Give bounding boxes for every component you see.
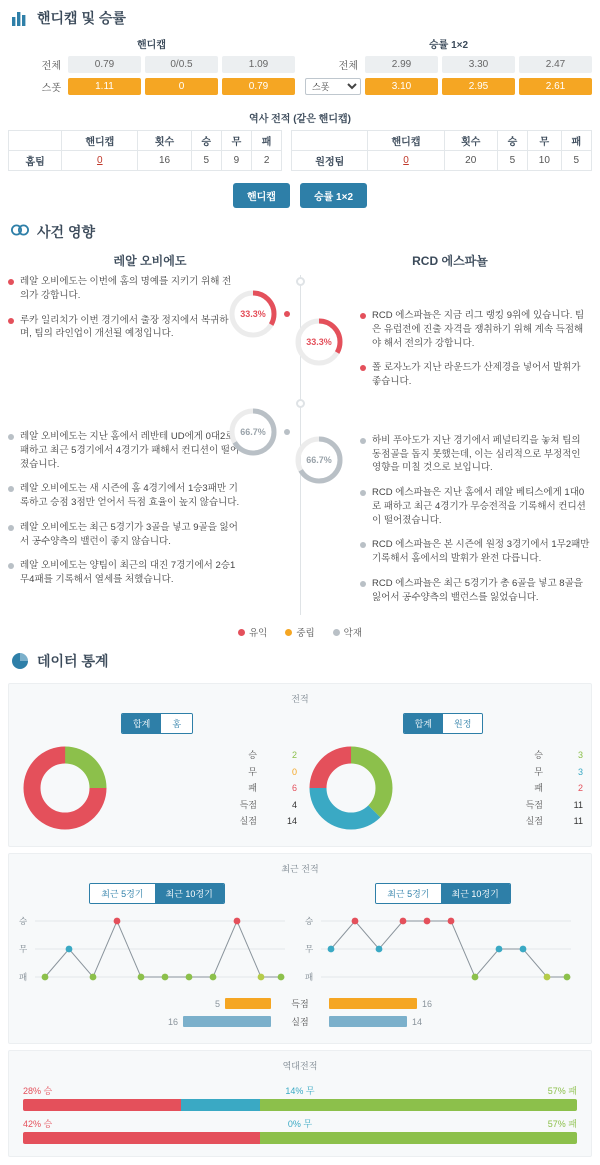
ring-home-negative <box>226 405 280 462</box>
odds-cell[interactable]: 0 <box>145 78 218 95</box>
list-item: 폴 로자노가 지난 라운드가 산제경을 넣어서 발휘가 좋습니다. <box>360 361 592 389</box>
record-away-box <box>303 713 583 836</box>
legend-dot <box>285 629 292 636</box>
list-item: 루카 일리치가 이번 경기에서 출장 정지에서 복귀하며, 팀의 라인업이 개선될 예정입니다. <box>8 314 240 342</box>
svg-text:무: 무 <box>19 944 28 955</box>
legend-dot <box>238 629 245 636</box>
event-away-top-list <box>360 309 592 389</box>
bar-right <box>329 1016 407 1027</box>
tab-home[interactable]: 홈 <box>161 714 192 733</box>
tab-last10[interactable]: 최근 10경기 <box>441 884 510 903</box>
history-title: 역사 전적 (같은 핸디캡) <box>249 114 351 125</box>
ring-label: 33.3% <box>306 337 332 347</box>
th-draw: 무 <box>221 131 251 151</box>
odds-cell[interactable]: 0.79 <box>222 78 295 95</box>
ring-away-negative <box>292 433 346 490</box>
event-right-column <box>360 275 592 615</box>
th-loss-2: 패 <box>561 131 591 151</box>
th-win-2: 승 <box>497 131 527 151</box>
kv-value: 11 <box>573 799 583 810</box>
compare-label: 실점 <box>291 1017 309 1028</box>
panel-title: 역대전적 <box>282 1061 318 1072</box>
list-item: 레알 오비에도는 새 시즌에 홈 4경기에서 1승3패만 기록하고 승점 3점만 얻어서 득점 효율이 높지 않습니다. <box>8 482 240 510</box>
ring-label: 66.7% <box>306 455 332 465</box>
bar-loss <box>260 1099 577 1111</box>
compare-label: 득점 <box>291 999 309 1010</box>
record-home-values <box>119 747 297 830</box>
legend-dot <box>333 629 340 636</box>
handicap-column <box>8 34 295 100</box>
cell-count-2: 20 <box>444 151 497 171</box>
cell-count: 16 <box>138 151 191 171</box>
kv-value: 4 <box>291 799 297 810</box>
list-item: 하비 푸아도가 지난 경기에서 페널티킥을 놓쳐 팀의 동점골을 돕지 못했는데, 이는 심리적으로 부정적인 영향을 미칠 것으로 보입니다. <box>360 434 592 475</box>
kv-value: 2 <box>291 749 297 760</box>
list-item: RCD 에스파뇰은 지금 리그 랭킹 9위에 있습니다. 팀은 유럽전에 진출 자격을 쟁취하기 위해 계속 득점해야 해서 전의가 강합니다. <box>360 309 592 350</box>
event-away-team: RCD 에스파뇰 <box>412 254 488 268</box>
record-home-box <box>17 713 297 836</box>
event-home-bottom-list <box>8 430 240 587</box>
th-handicap: 핸디캡 <box>62 131 138 151</box>
form-home-box <box>17 883 297 991</box>
odds-col-title: 승률 1×2 <box>428 40 469 51</box>
donut-chart-away <box>303 740 399 836</box>
cell-win-2: 5 <box>497 151 527 171</box>
bar-left <box>225 998 271 1009</box>
odds-cell[interactable]: 0/0.5 <box>145 56 218 73</box>
tab-last5[interactable]: 최근 5경기 <box>90 884 154 903</box>
form-away-box <box>303 883 583 991</box>
panel-title: 최근 전적 <box>281 864 319 875</box>
ring-label: 66.7% <box>240 427 266 437</box>
compare-left <box>81 998 271 1009</box>
kv-value: 11 <box>573 816 583 827</box>
tab-last5[interactable]: 최근 5경기 <box>376 884 440 903</box>
ring-home-positive <box>226 287 280 344</box>
section-title-stats: 데이터 통계 <box>37 653 109 670</box>
compare-row-conceded <box>17 1015 583 1028</box>
event-away-bottom-list <box>360 434 592 605</box>
list-item: 레알 오비에도는 최근 5경기가 3골을 넣고 9골을 잃어서 공수양측의 밸런이 좋지 않습니다. <box>8 521 240 549</box>
row-label: 스폿 <box>41 83 61 94</box>
legend-item-negative <box>333 625 362 639</box>
row-label: 전체 <box>338 61 358 72</box>
svg-text:패: 패 <box>19 972 28 983</box>
odds-cell[interactable]: 1.09 <box>222 56 295 73</box>
draw-label: 14% 무 <box>285 1086 315 1097</box>
event-team-headers <box>0 248 600 269</box>
bar-loss <box>260 1132 577 1144</box>
th-blank <box>9 131 62 151</box>
legend-item-neutral <box>285 625 314 639</box>
th-draw-2: 무 <box>528 131 562 151</box>
compare-right <box>329 1016 519 1027</box>
compare-right <box>329 998 519 1009</box>
draw-label: 0% 무 <box>287 1119 313 1130</box>
kv-value: 14 <box>286 816 297 827</box>
section-title-events: 사건 영향 <box>37 224 95 240</box>
table-header-row <box>9 131 592 151</box>
panel-record <box>8 683 592 847</box>
spot-select[interactable] <box>305 78 361 95</box>
event-legend <box>0 615 600 643</box>
odds-cell[interactable]: 2.99 <box>365 56 438 73</box>
svg-text:무: 무 <box>305 944 314 955</box>
odds-cell[interactable]: 2.61 <box>519 78 592 95</box>
event-body <box>0 269 600 615</box>
tab-away[interactable]: 원정 <box>443 714 482 733</box>
h2h-row-1 <box>17 1080 583 1113</box>
list-item: 레알 오비에도는 지난 홈에서 레반테 UD에게 0대2로 패하고 최근 5경기에서 4경기가 패해서 컨디션이 떨어졌습니다. <box>8 430 240 471</box>
panel-recent-form <box>8 853 592 1044</box>
section-header-events <box>0 214 600 248</box>
button-row <box>8 171 592 214</box>
th-handicap-2: 핸디캡 <box>368 131 444 151</box>
panel-title: 전적 <box>291 694 309 705</box>
history-table <box>8 130 592 171</box>
handicap-col-title: 핸디캡 <box>137 40 166 51</box>
toggle-away[interactable] <box>403 713 484 734</box>
value-left: 5 <box>214 998 220 1009</box>
odds-cell[interactable]: 2.47 <box>519 56 592 73</box>
odds-cell[interactable]: 0.79 <box>68 56 141 73</box>
bar-win <box>23 1099 181 1111</box>
kv-label: 패 <box>248 783 257 794</box>
h2h-row-2 <box>17 1113 583 1146</box>
win-label: 42% 승 <box>23 1119 53 1130</box>
value-left: 16 <box>167 1016 178 1027</box>
svg-text:승: 승 <box>19 916 28 927</box>
cell-draw-2: 10 <box>528 151 562 171</box>
cell-handicap[interactable]: 0 <box>62 151 138 171</box>
section-header-stats <box>0 643 600 677</box>
tab-total[interactable]: 합계 <box>404 714 443 733</box>
event-icon <box>10 222 30 242</box>
odds-cell[interactable]: 2.95 <box>442 78 515 95</box>
th-count: 횟수 <box>138 131 191 151</box>
list-item: RCD 에스파뇰은 최근 5경기가 총 6골을 넣고 8골을 잃어서 공수양측의 밸런스를 잃었습니다. <box>360 577 592 605</box>
svg-text:패: 패 <box>305 972 314 983</box>
kv-label: 실점 <box>525 816 543 827</box>
loss-label: 57% 패 <box>547 1086 577 1097</box>
kv-value: 0 <box>291 766 297 777</box>
bar-draw <box>181 1099 260 1111</box>
toggle-home[interactable] <box>121 713 193 734</box>
panel-head-to-head <box>8 1050 592 1157</box>
odds-cell[interactable]: 3.10 <box>365 78 438 95</box>
kv-label: 패 <box>534 783 543 794</box>
event-left-column <box>8 275 240 615</box>
cell-loss-2: 5 <box>561 151 591 171</box>
stacked-bar <box>23 1099 577 1111</box>
bar-chart-icon <box>10 8 30 28</box>
th-win: 승 <box>191 131 221 151</box>
legend-label: 악재 <box>343 628 363 640</box>
handicap-row-total <box>8 56 295 73</box>
line-chart-home <box>17 910 289 988</box>
kv-label: 승 <box>534 749 543 760</box>
odds-row-spot <box>305 78 592 95</box>
cell-away-team: 원정팀 <box>292 151 368 171</box>
cell-home-team: 홈팀 <box>9 151 62 171</box>
event-home-team: 레알 오비에도 <box>113 254 187 268</box>
compare-row-scored <box>17 997 583 1010</box>
toggle-form-away[interactable] <box>375 883 511 904</box>
odds-row-total <box>305 56 592 73</box>
legend-item-positive <box>238 625 267 639</box>
toggle-form-home[interactable] <box>89 883 225 904</box>
connector-dot <box>284 429 290 435</box>
spacer <box>282 131 292 151</box>
connector-dot <box>284 311 290 317</box>
ring-away-positive <box>292 315 346 372</box>
loss-label: 57% 패 <box>547 1119 577 1130</box>
event-home-top-list <box>8 275 240 341</box>
kv-label: 실점 <box>239 816 257 827</box>
list-item: RCD 에스파뇰은 지난 홈에서 레알 베티스에게 1대0로 패하고 최근 4경기가 무승전적을 기록해서 컨디션이 떨어졌습니다. <box>360 486 592 527</box>
odds-cell[interactable]: 3.30 <box>442 56 515 73</box>
row-label: 전체 <box>41 61 61 72</box>
bar-win <box>23 1132 260 1144</box>
list-item: 레알 오비에도는 이번에 홈의 명예를 지키기 위해 전의가 강합니다. <box>8 275 240 303</box>
legend-label: 유익 <box>248 628 268 640</box>
kv-label: 무 <box>534 766 543 777</box>
spacer <box>282 151 292 171</box>
kv-label: 무 <box>248 766 257 777</box>
th-blank-2 <box>292 131 368 151</box>
list-item: RCD 에스파뇰은 본 시즌에 원정 3경기에서 1무2패만 기록해서 홈에서의 발휘가 완전 다릅니다. <box>360 538 592 566</box>
kv-value: 3 <box>577 766 583 777</box>
odds-cell[interactable]: 1.11 <box>68 78 141 95</box>
section-title-handicap: 핸디캡 및 승률 <box>37 10 126 26</box>
event-timeline <box>240 275 360 615</box>
handicap-row-spot <box>8 78 295 95</box>
tab-total[interactable]: 합계 <box>122 714 161 733</box>
stacked-bar <box>23 1132 577 1144</box>
odds-wrap <box>0 34 600 214</box>
kv-value: 2 <box>577 783 583 794</box>
cell-win: 5 <box>191 151 221 171</box>
timeline-node <box>296 277 305 286</box>
bar-left <box>183 1016 271 1027</box>
bar-right <box>329 998 417 1009</box>
tab-last10[interactable]: 최근 10경기 <box>155 884 224 903</box>
value-right: 16 <box>422 998 433 1009</box>
kv-label: 득점 <box>239 799 257 810</box>
compare-left <box>81 1016 271 1027</box>
value-right: 14 <box>412 1016 423 1027</box>
kv-value: 6 <box>291 783 297 794</box>
list-item: 레알 오비에도는 양팀이 최근의 대진 7경기에서 2승1무4패를 기록해서 열세를 처했습니다. <box>8 559 240 587</box>
donut-chart-home <box>17 740 113 836</box>
kv-label: 승 <box>248 749 257 760</box>
cell-loss: 2 <box>252 151 282 171</box>
timeline-node <box>296 399 305 408</box>
cell-draw: 9 <box>221 151 251 171</box>
th-count-2: 횟수 <box>444 131 497 151</box>
cell-handicap-2[interactable]: 0 <box>368 151 444 171</box>
kv-label: 득점 <box>525 799 543 810</box>
record-away-values <box>405 747 583 830</box>
ring-label: 33.3% <box>240 309 266 319</box>
pie-chart-icon <box>10 651 30 671</box>
line-chart-away <box>303 910 575 988</box>
win-label: 28% 승 <box>23 1086 53 1097</box>
kv-value: 3 <box>577 749 583 760</box>
goal-compare <box>17 991 583 1028</box>
legend-label: 중립 <box>296 628 315 640</box>
table-row <box>9 151 592 171</box>
handicap-button[interactable]: 핸디캡 <box>233 183 290 208</box>
odds-1x2-column <box>305 34 592 100</box>
svg-text:승: 승 <box>305 916 314 927</box>
th-loss: 패 <box>252 131 282 151</box>
section-header-handicap <box>0 0 600 34</box>
odds-1x2-button[interactable]: 승률 1×2 <box>300 183 367 208</box>
